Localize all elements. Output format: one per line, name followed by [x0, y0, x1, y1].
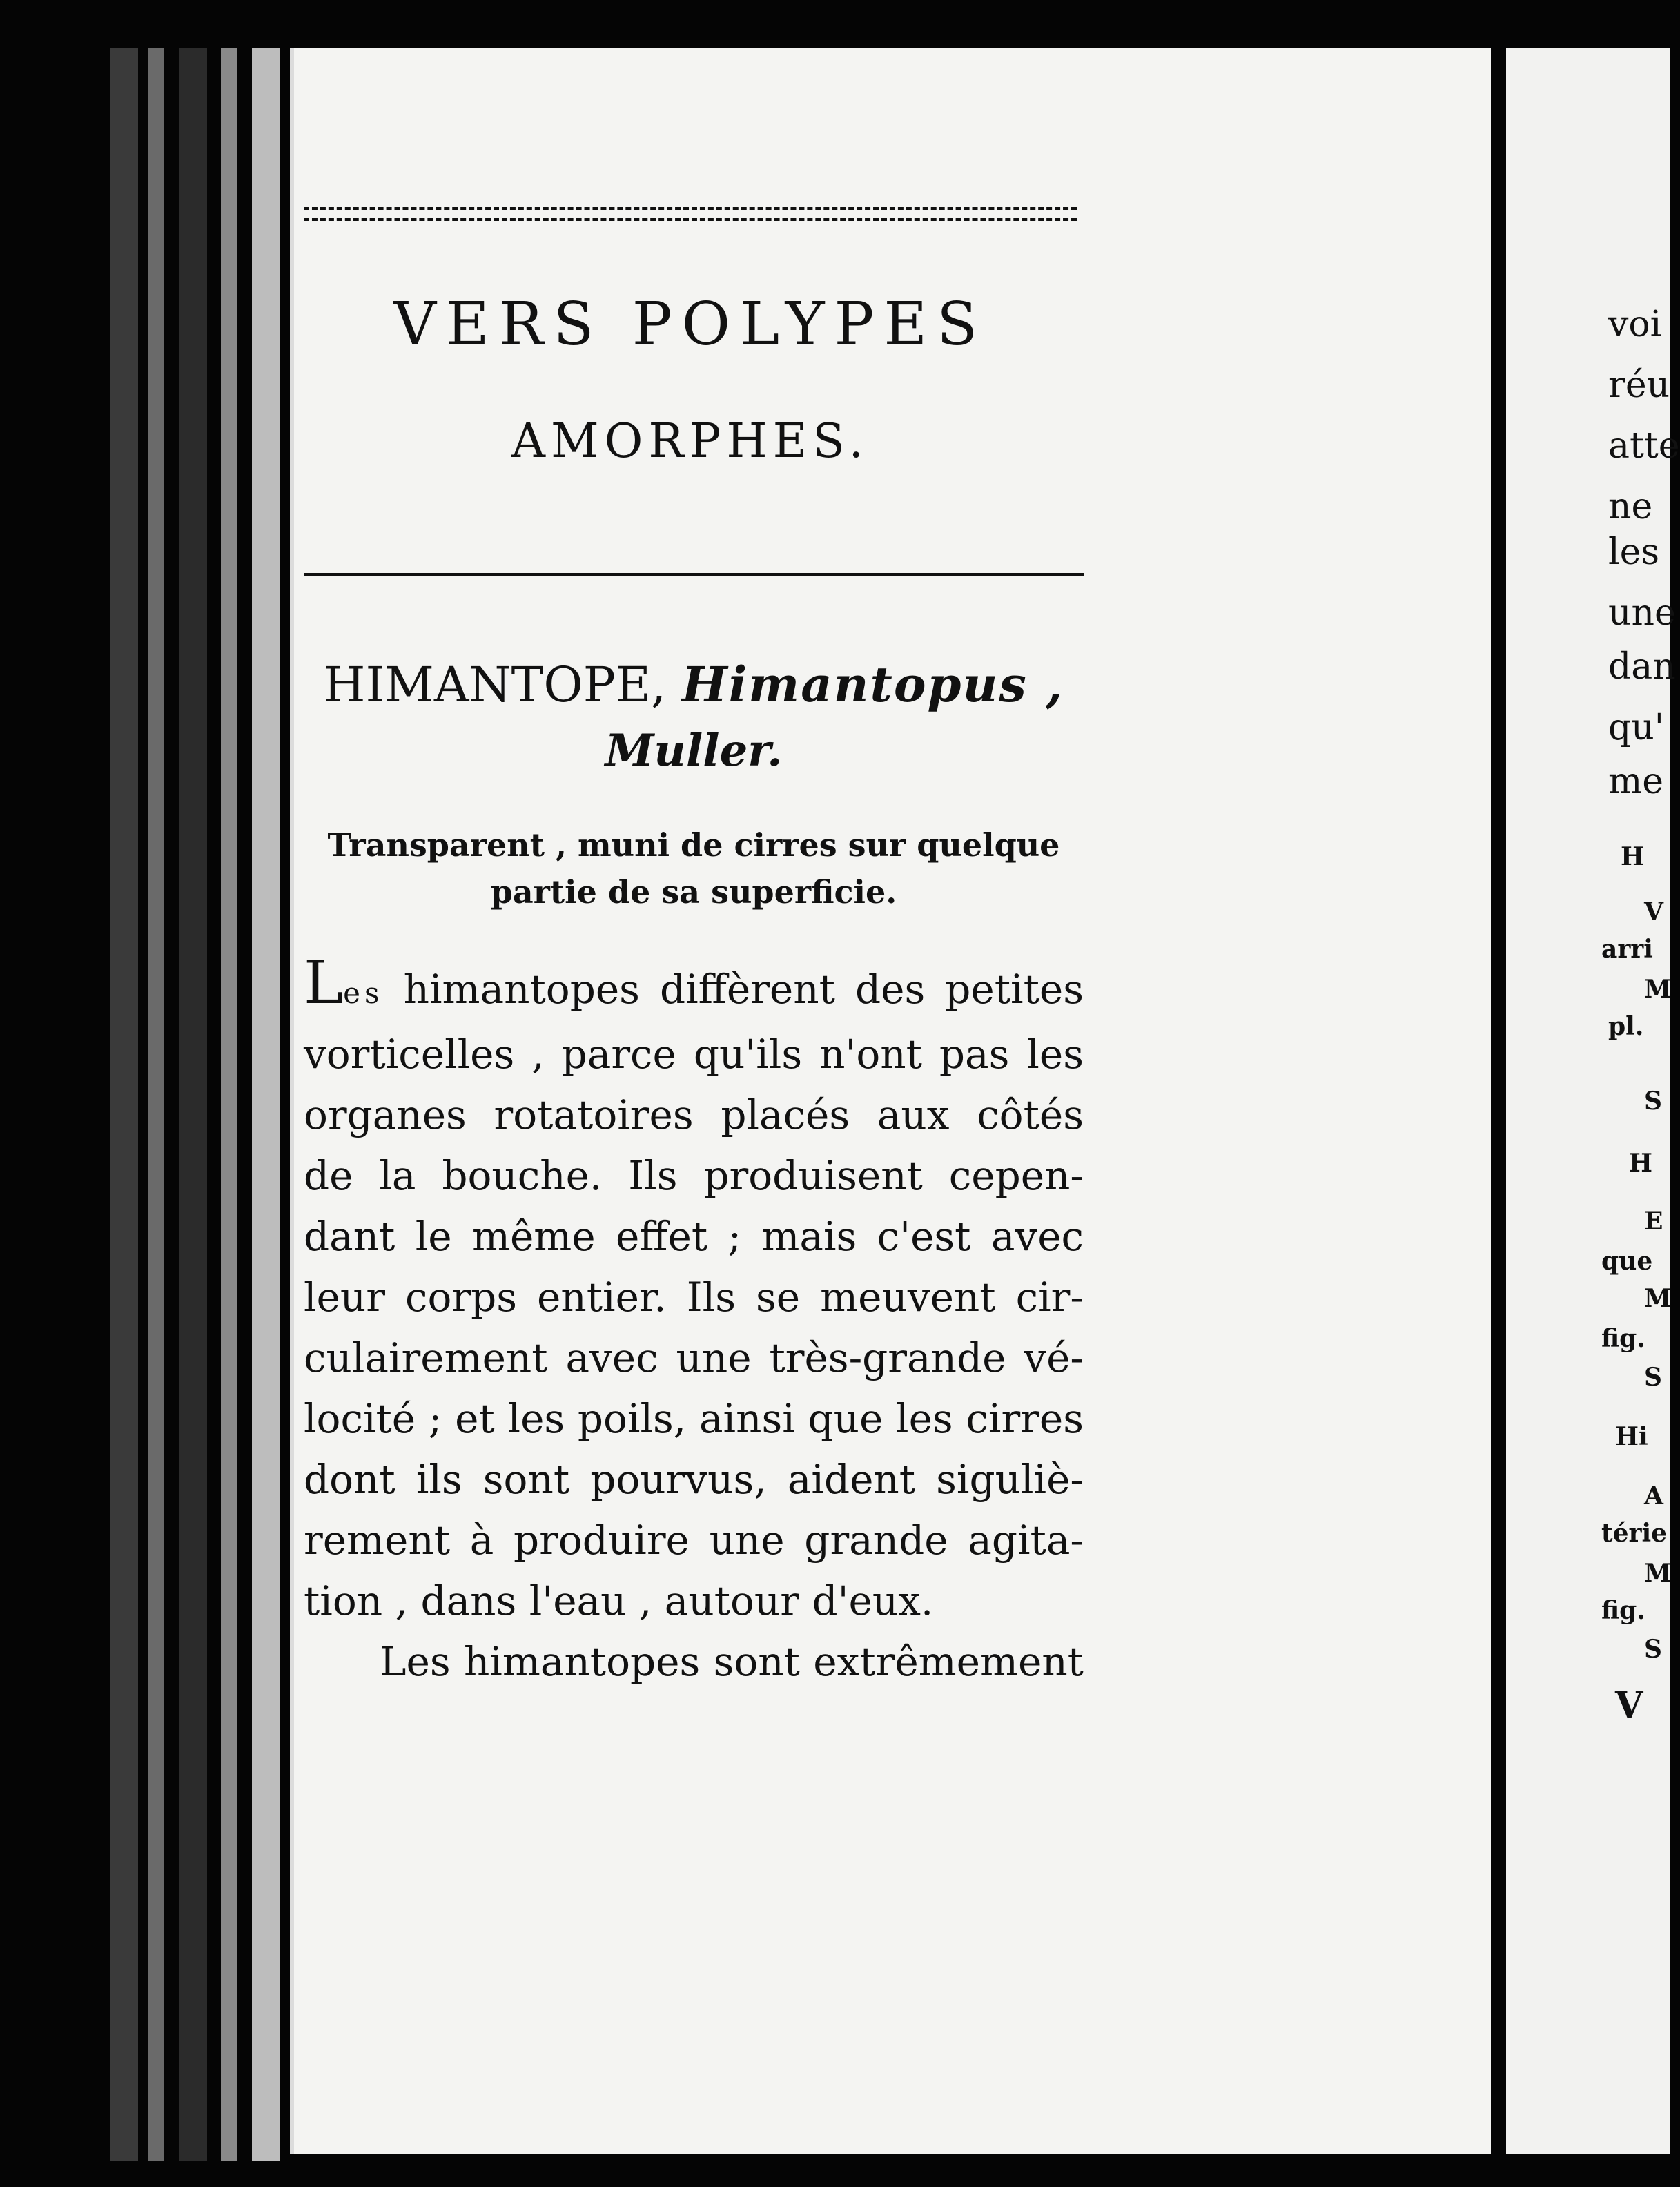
body-line: leur corps entier. Ils se meuvent cir- [304, 1274, 1084, 1321]
body-line: vorticelles , parce qu'ils n'ont pas les [304, 1031, 1084, 1078]
body-line: dant le même effet ; mais c'est avec [304, 1213, 1084, 1260]
binding-edge [110, 48, 138, 2161]
right-page-fragment: M [1644, 1559, 1672, 1588]
body-line: Les himantopes sont extrêmement [380, 1638, 1084, 1685]
right-page-fragment: M [1644, 1284, 1672, 1313]
right-page-fragment: que [1601, 1247, 1653, 1276]
small-caps: es [343, 976, 384, 1010]
diagnosis [304, 822, 1084, 915]
right-page-fragment: fig. [1601, 1324, 1645, 1353]
genus-french: HIMANTOPE, [323, 657, 667, 713]
decorative-rule [304, 207, 1077, 221]
right-page-fragment: V [1615, 1684, 1643, 1727]
right-page-fragment: qu' [1608, 707, 1665, 748]
right-page-fragment: E [1644, 1207, 1663, 1236]
body-line: organes rotatoires placés aux côtés [304, 1091, 1084, 1138]
right-page-fragment: voi [1608, 304, 1662, 345]
diagnosis-line: Transparent , muni de cirres sur quelque [327, 826, 1060, 864]
right-page-fragment: H [1621, 842, 1645, 871]
page-gutter [1491, 48, 1506, 2154]
diagnosis-line: partie de sa superficie. [490, 873, 897, 911]
right-page-fragment: fig. [1601, 1596, 1645, 1625]
body-text [304, 949, 1084, 1692]
body-line: Les himantopes diffèrent des petites [304, 949, 1084, 1018]
body-line: tion , dans l'eau , autour d'eux. [304, 1577, 934, 1624]
binding-edge [221, 48, 237, 2161]
right-page-fragment: H [1629, 1149, 1653, 1178]
right-page-fragment: M [1644, 975, 1672, 1004]
right-page-fragment: térie [1601, 1519, 1668, 1548]
drop-cap: L [304, 949, 344, 1018]
body-line: rement à produire une grande agita- [304, 1517, 1084, 1564]
heading-rule [304, 573, 1084, 576]
body-line: dont ils sont pourvus, aident siguliè- [304, 1456, 1084, 1503]
body-line: de la bouche. Ils produisent cepen- [304, 1152, 1084, 1199]
right-page-fragment: S [1644, 1363, 1662, 1392]
section-subtitle: AMORPHES. [511, 414, 870, 469]
right-page-fragment: V [1644, 897, 1663, 926]
right-page-fragment: me [1608, 761, 1664, 802]
right-page-fragment: pl. [1608, 1012, 1644, 1041]
right-page-fragment: Hi [1615, 1422, 1648, 1451]
section-title: VERS POLYPES [393, 290, 988, 359]
right-page-fragment: arri [1601, 935, 1653, 964]
right-page-fragment: atte [1608, 425, 1680, 467]
body-line: locité ; et les poils, ainsi que les cirres [304, 1395, 1084, 1442]
right-page-fragment: A [1644, 1481, 1663, 1510]
genus-latin: Himantopus , [681, 656, 1064, 713]
right-page-fragment: réu [1608, 364, 1670, 406]
right-page-fragment: S [1644, 1087, 1662, 1116]
body-line: culairement avec une très-grande vé- [304, 1334, 1084, 1381]
binding-edge [179, 48, 207, 2161]
article-author: Muller. [605, 725, 783, 777]
right-page-fragment: les [1608, 532, 1660, 573]
right-page-fragment: une [1608, 592, 1676, 634]
right-page-fragment: dan [1608, 646, 1676, 688]
right-page-fragment: ne [1608, 486, 1653, 527]
binding-edge [252, 48, 280, 2161]
article-title [304, 656, 1084, 713]
binding-edge [148, 48, 164, 2161]
right-page-fragment: S [1644, 1635, 1662, 1664]
